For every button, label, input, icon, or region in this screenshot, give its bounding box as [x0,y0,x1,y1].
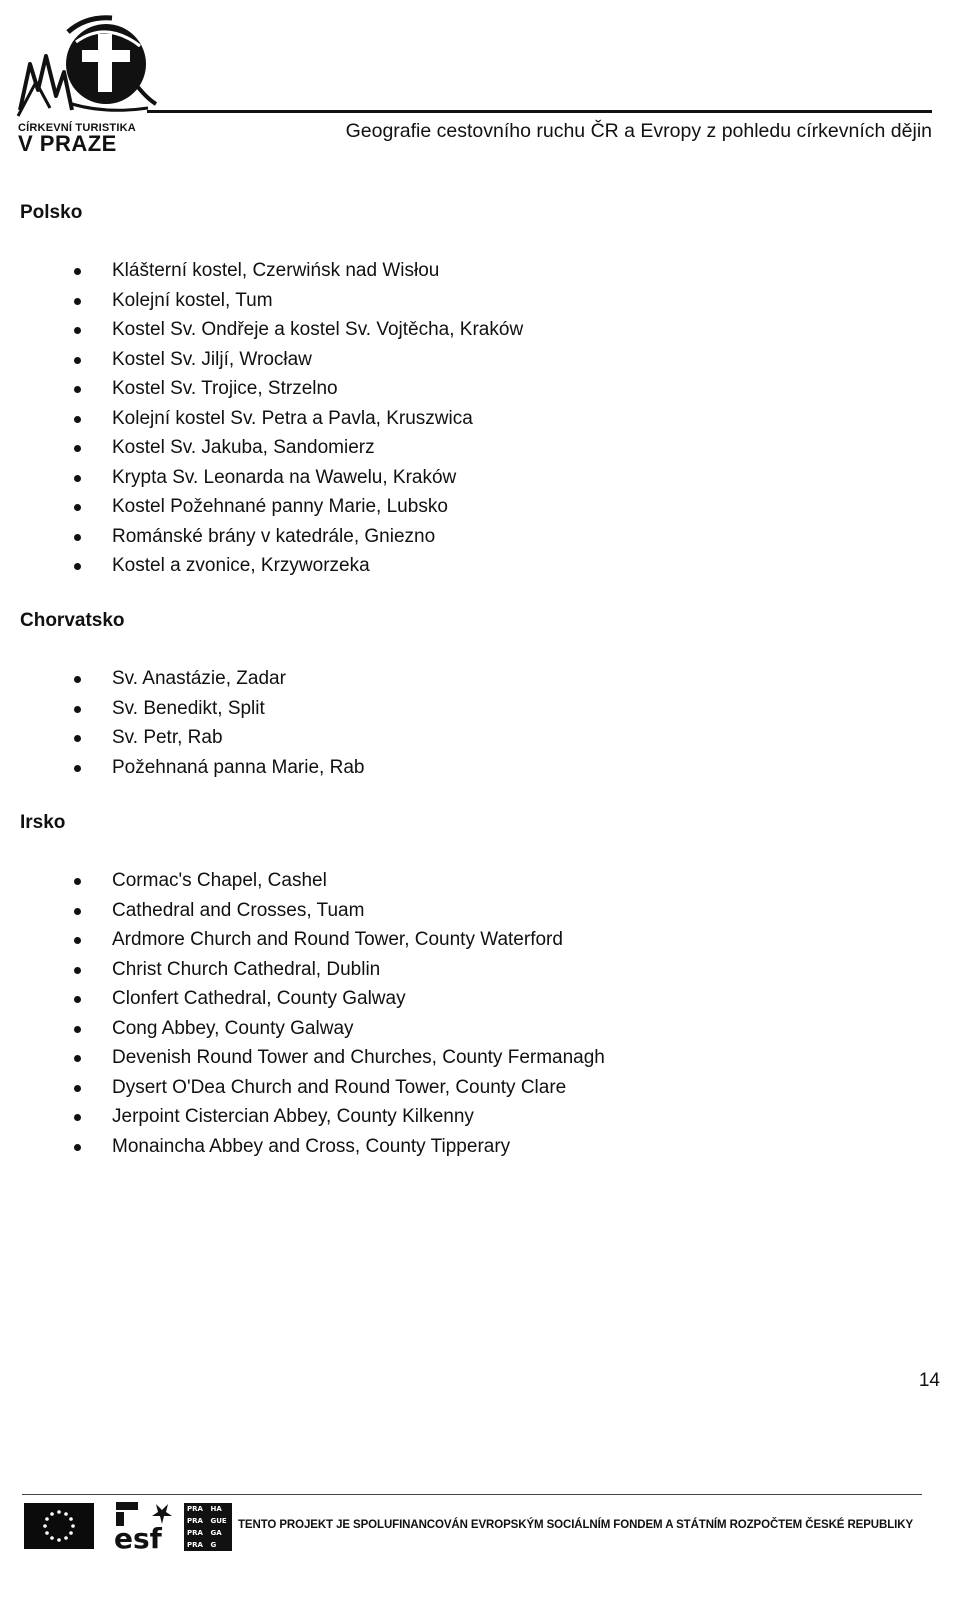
list-item-text: Krypta Sv. Leonarda na Wawelu, Kraków [112,466,457,488]
list-item [0,1014,900,1044]
bullet-icon [74,1055,81,1062]
section-heading-polsko: Polsko [20,202,83,223]
list-item [0,551,900,581]
list-item-text: Kolejní kostel Sv. Petra a Pavla, Kruszwica [112,407,473,429]
list-item-text: Cathedral and Crosses, Tuam [112,899,365,921]
praha-logo-icon [184,1503,232,1551]
list-item-text: Ardmore Church and Round Tower, County Waterford [112,929,563,950]
bullet-icon [74,735,81,742]
praha-logo-cell: PRA [185,1516,208,1527]
bullet-icon [74,1085,81,1092]
bullet-icon [74,268,81,275]
svg-text:esf: esf [114,1522,162,1552]
list-item-text: Kostel Sv. Jakuba, Sandomierz [112,437,375,458]
list-item [0,315,900,345]
list-item-text: Cong Abbey, County Galway [112,1017,354,1039]
list-item-text: Kostel Sv. Ondřeje a kostel Sv. Vojtěcha, Kraków [112,319,524,340]
list-chorvatsko [0,664,900,782]
eu-flag-icon [24,1503,94,1549]
bullet-icon [74,386,81,393]
list-item [0,896,900,926]
list-item-text: Clonfert Cathedral, County Galway [112,988,406,1009]
bullet-icon [74,416,81,423]
bullet-icon [74,445,81,452]
list-item-text: Románské brány v katedrále, Gniezno [112,525,436,547]
list-item-text: Kostel Požehnané panny Marie, Lubsko [112,496,448,517]
bullet-icon [74,1114,81,1121]
list-item-text: Kostel Sv. Jiljí, Wrocław [112,348,312,370]
list-item [0,664,900,694]
list-item [0,984,900,1014]
section-heading-irsko: Irsko [20,812,66,833]
page-number: 14 [918,1370,940,1391]
list-item [0,753,900,783]
bullet-icon [74,765,81,772]
list-item-text: Cormac's Chapel, Cashel [112,870,327,891]
list-item-text: Sv. Anastázie, Zadar [112,668,286,689]
list-item-text: Devenish Round Tower and Churches, County Fermanagh [112,1047,605,1068]
list-polsko [0,256,900,581]
bullet-icon [74,908,81,915]
header-divider [147,110,932,113]
logo-caption: CÍRKEVNÍ TURISTIKA [18,122,136,134]
bullet-icon [74,996,81,1003]
list-item [0,404,900,434]
list-item [0,955,900,985]
list-item-text: Kostel Sv. Trojice, Strzelno [112,378,338,399]
bullet-icon [74,357,81,364]
list-item-text: Dysert O'Dea Church and Round Tower, County Clare [112,1076,567,1098]
page-header [0,0,960,160]
list-irsko [0,866,900,1161]
praha-logo-cell: HA [209,1504,232,1515]
eu-stars-icon [24,1503,94,1549]
praha-logo-cell: GA [209,1528,232,1539]
list-item [0,1043,900,1073]
bullet-icon [74,534,81,541]
praha-logo-cell: GUE [209,1516,232,1527]
list-item [0,723,900,753]
esf-logo-icon [112,1500,174,1552]
funding-notice: TENTO PROJEKT JE SPOLUFINANCOVÁN EVROPSKÝM SOCIÁLNÍM FONDEM A STÁTNÍM ROZPOČTEM ČESKÉ REPUBLIKY [238,1519,914,1531]
praha-logo-cell: PRA [185,1504,208,1515]
bullet-icon [74,706,81,713]
list-item [0,256,900,286]
bullet-icon [74,327,81,334]
bullet-icon [74,1026,81,1033]
list-item [0,463,900,493]
list-item [0,1102,900,1132]
bullet-icon [74,878,81,885]
list-item [0,925,900,955]
list-item-text: Kolejní kostel, Tum [112,289,273,311]
praha-logo-cell: PRA [185,1528,208,1539]
list-item [0,694,900,724]
praha-logo-cell: G [209,1539,232,1550]
list-item-text: Kostel a zvonice, Krzyworzeka [112,555,370,576]
list-item [0,1073,900,1103]
list-item [0,1132,900,1162]
list-item [0,286,900,316]
list-item-text: Jerpoint Cistercian Abbey, County Kilkenny [112,1106,474,1127]
list-item [0,866,900,896]
church-tourism-logo [16,12,161,156]
list-item [0,492,900,522]
section-heading-chorvatsko: Chorvatsko [20,610,125,631]
list-item [0,345,900,375]
church-cross-logo-icon [16,12,161,120]
list-item-text: Christ Church Cathedral, Dublin [112,958,381,980]
bullet-icon [74,298,81,305]
bullet-icon [74,676,81,683]
list-item [0,374,900,404]
footer-divider [22,1494,922,1495]
list-item-text: Sv. Petr, Rab [112,727,223,748]
bullet-icon [74,1144,81,1151]
praha-logo-cell: PRA [185,1539,208,1550]
list-item [0,522,900,552]
bullet-icon [74,504,81,511]
list-item-text: Klášterní kostel, Czerwińsk nad Wisłou [112,260,440,281]
logo-city: V PRAZE [18,131,117,156]
bullet-icon [74,967,81,974]
list-item-text: Sv. Benedikt, Split [112,697,265,719]
bullet-icon [74,563,81,570]
list-item [0,433,900,463]
list-item-text: Monaincha Abbey and Cross, County Tipperary [112,1135,511,1157]
list-item-text: Požehnaná panna Marie, Rab [112,756,365,778]
bullet-icon [74,937,81,944]
bullet-icon [74,475,81,482]
document-title: Geografie cestovního ruchu ČR a Evropy z pohledu církevních dějin [345,120,932,142]
